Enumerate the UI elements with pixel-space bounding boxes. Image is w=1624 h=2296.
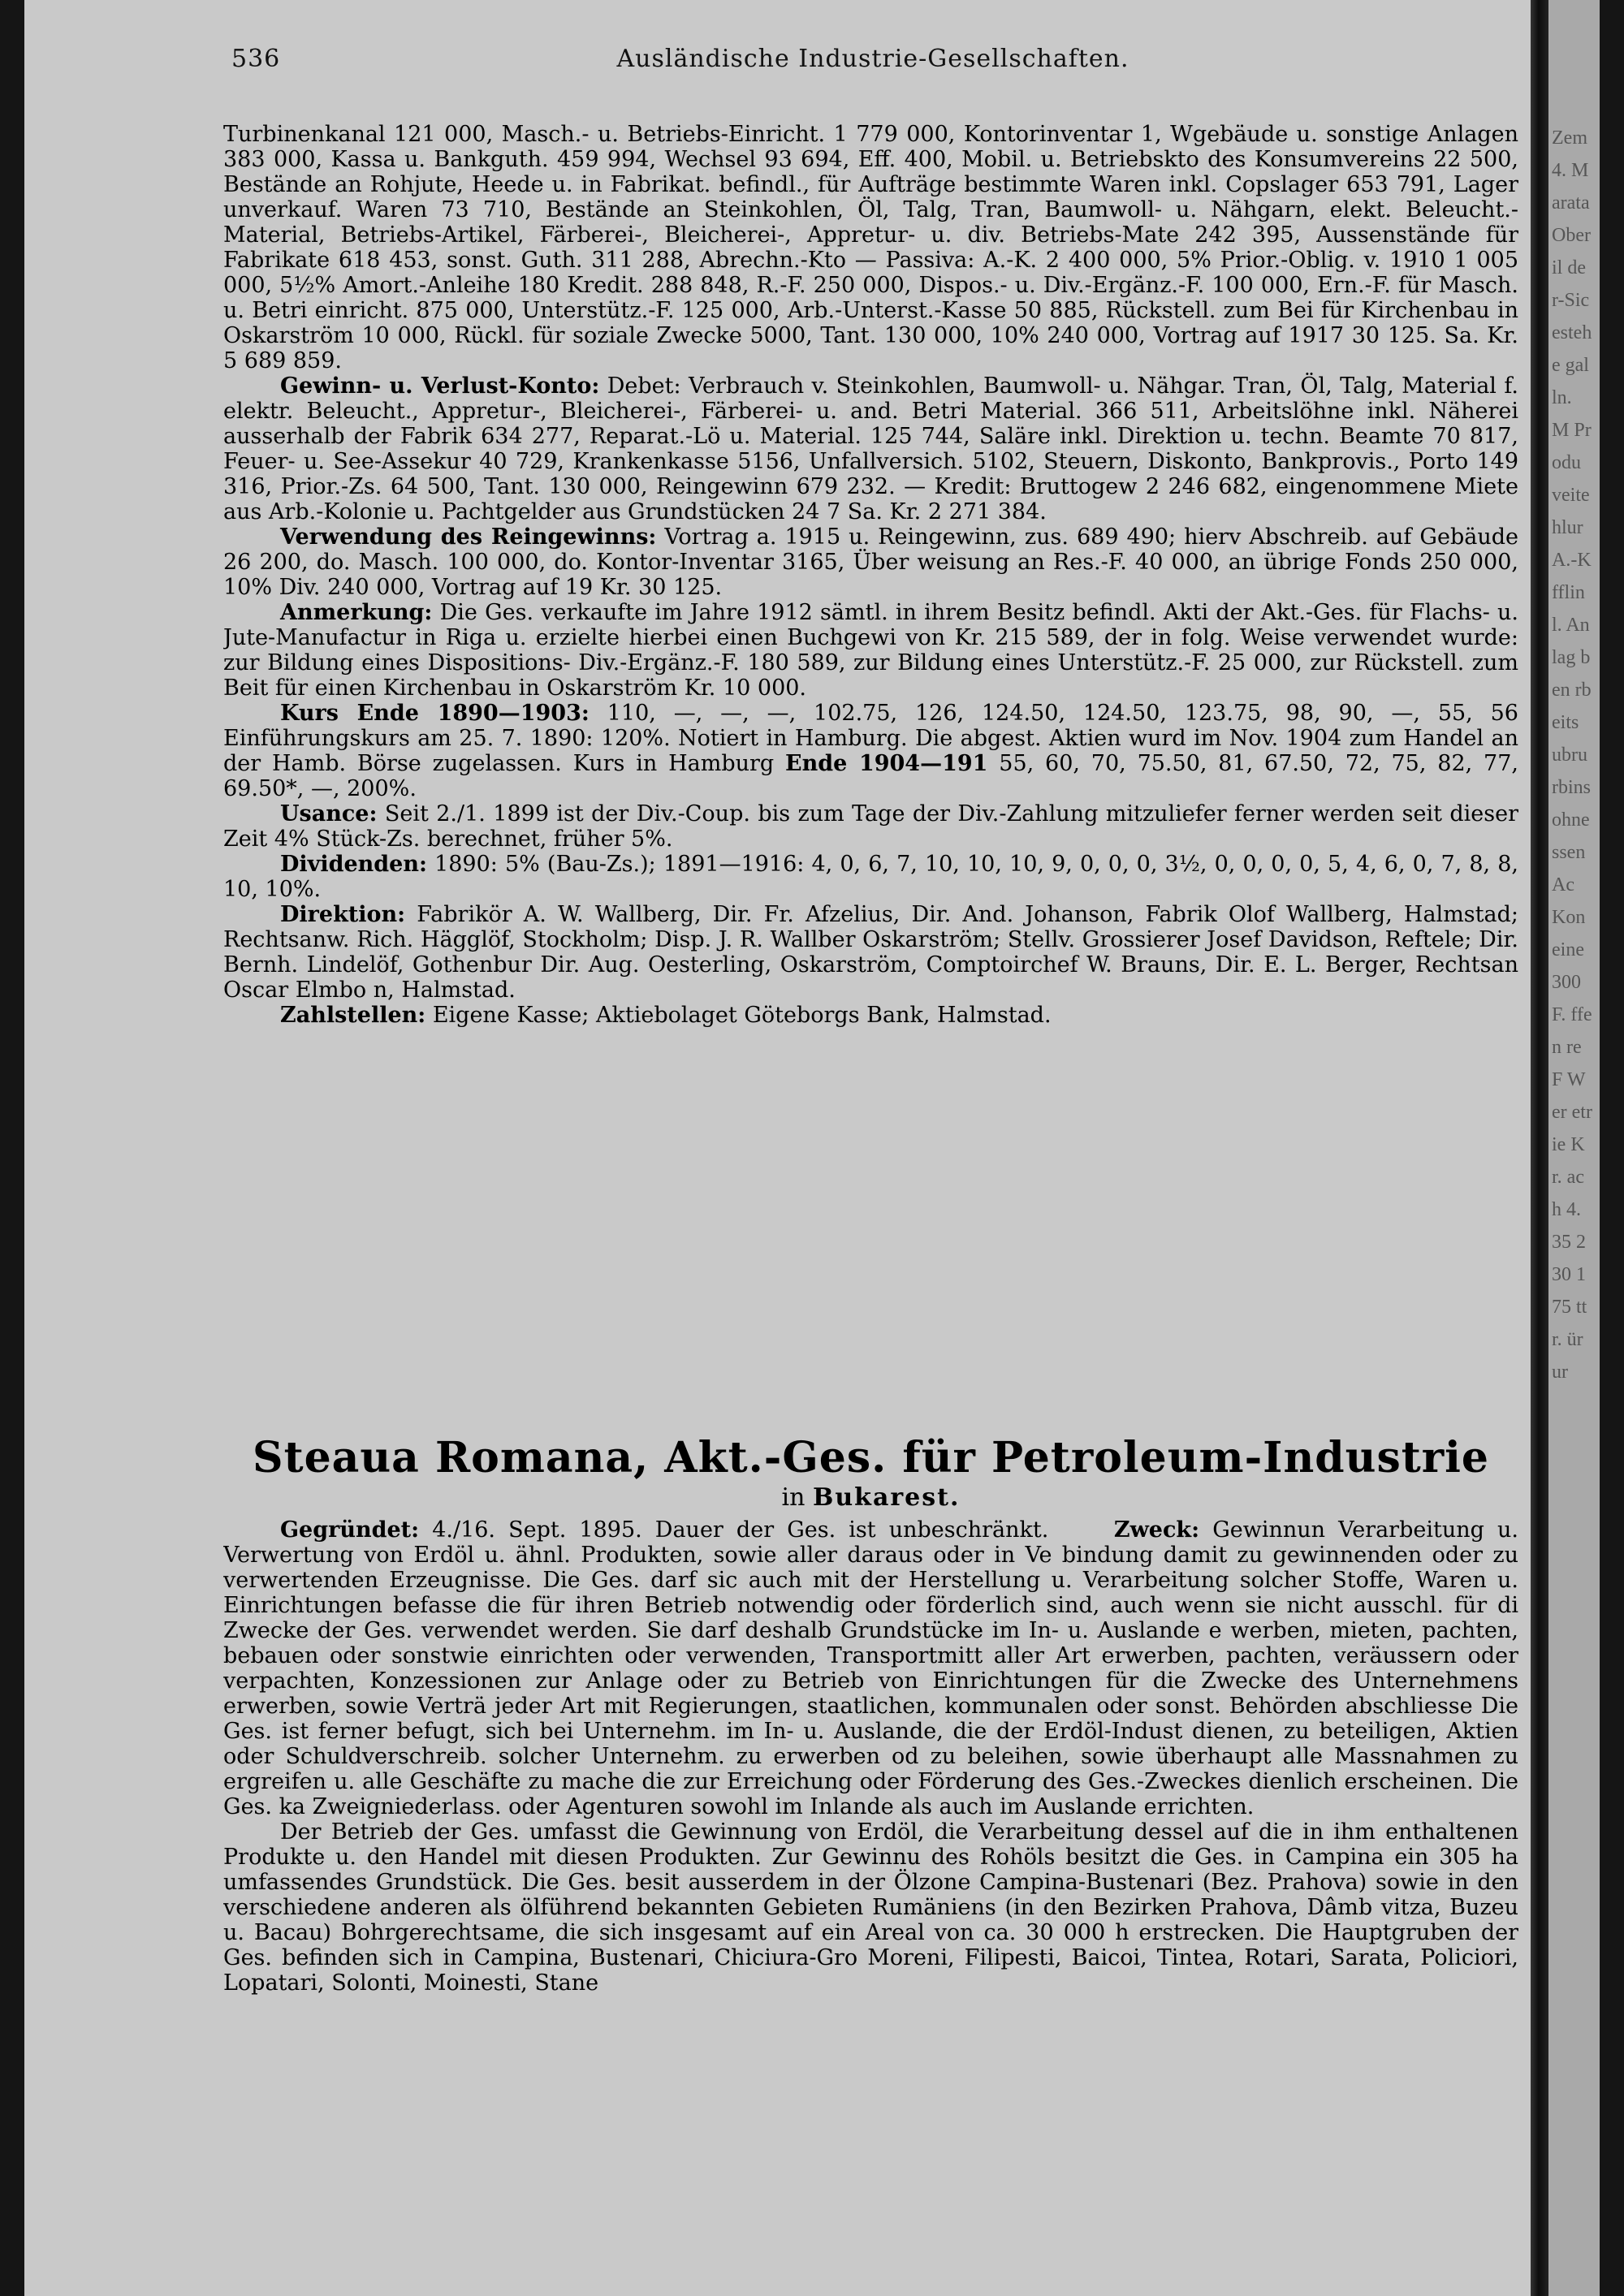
profit-use-label: Verwendung des Reingewinns: [280,524,657,550]
location-city: Bukarest. [812,1483,961,1512]
profit-use-paragraph [223,524,1518,600]
steaua-romana-entry [223,1433,1518,2296]
note-paragraph [223,600,1518,701]
founded-label: Gegründet: [280,1517,420,1543]
directors-label: Direktion: [280,902,406,927]
price-label: Kurs Ende 1890—1903: [280,701,590,726]
founded-purpose-paragraph [223,1517,1518,1819]
page-number: 536 [231,45,281,73]
dividends-text: 1890: 5% (Bau-Zs.); 1891—1916: 4, 0, 6, 7, 10, 10, 10, 9, 0, 0, 0, 3½, 0, 0, 0, 0, 5, 4, 6, 0, 7, 8, 8, 10, 10%. [223,852,1518,902]
price-text: 110, —, —, —, 102.75, 126, 124.50, 124.50, 123.75, 98, 90, —, 55, 56 Einführungskurs am 25. 7. 1890: 120%. Notiert in Hamburg. Die abgest. Aktien wurd im Nov. 1904 zum Handel an der Hamb. Börse zugelassen. Kurs in Hamburg [223,701,1518,776]
purpose-text: Gewinnun Verarbeitung u. Verwertung von Erdöl u. ähnl. Produkten, sowie aller daraus oder in Ve bindung damit zu gewinnenden oder zu verwertenden Erzeugnisse. Die Ges. darf sic auch mit der Herstellung u. Verarbeitung solcher Stoffe, Waren u. Einrichtungen befasse die für ihren Betrieb notwendig oder förderlich sind, auch wenn sie nicht ausschl. für di Zwecke der Ges. verwendet werden. Sie darf deshalb Grundstücke im In- u. Auslande e werben, mieten, pachten, bebauen oder sonstwie einrichten oder verwenden, Transportmitt aller Art erwerben, pachten, veräussern oder verpachten, Konzessionen zur Anlage oder zu Betrieb von Einrichtungen für die Zwecke des Unternehmens erwerben, sowie Verträ jeder Art mit Regierungen, staatlichen, kommunalen oder sonst. Behörden abschliesse Die Ges. ist ferner befugt, sich bei Unternehm. im In- u. Auslande, die der Erdöl-Indust dienen, zu beteiligen, Aktien oder Schuldverschreib. solcher Unternehm. zu erwerben od zu beleihen, sowie überhaupt alle Massnahmen zu ergreifen u. alle Geschäfte zu mache die zur Erreichung oder Förderung des Ges.-Zweckes dienlich erscheinen. Die Ges. ka Zweigniederlass. oder Agenturen sowohl im Inlande als auch im Auslande errichten. [223,1517,1518,1819]
profit-loss-paragraph [223,373,1518,524]
adjacent-page-fragments: Zem 4. M arata Ober il de r-Sic estehe gal ln. M Produ veite hlur A.-K fflin l. Anlag ben rbeits ubru rbins ohne ssen Ac Kon eine 300 F. ffen re F Wer etrie Kr. ach 4. 35 230 175 ttr. ür ur [1552,127,1592,1383]
paying-agents-text: Eigene Kasse; Aktiebolaget Göteborgs Bank, Halmstad. [432,1003,1052,1028]
dividends-paragraph [223,852,1518,902]
profit-loss-label: Gewinn- u. Verlust-Konto: [280,373,600,399]
company-location [223,1483,1518,1513]
profit-loss-text: Debet: Verbrauch v. Steinkohlen, Baumwoll- u. Nähgar. Tran, Öl, Talg, Material f. elektr. Beleucht., Appretur-, Bleicherei-, Färberei- u. and. Betri Material. 366 511, Arbeitslöhne inkl. Näherei ausserhalb der Fabrik 634 277, Reparat.-Lö u. Material. 125 744, Saläre inkl. Direktion u. techn. Beamte 70 817, Feuer- u. See-Assekur 40 729, Krankenkasse 5156, Unfallversich. 5102, Steuern, Diskonto, Bankprovis., Porto 149 316, Prior.-Zs. 64 500, Tant. 130 000, Reingewinn 679 232. — Kredit: Bruttogew 2 246 682, eingenommene Miete aus Arb.-Kolonie u. Pachtgelder aus Grundstücken 24 7 Sa. Kr. 2 271 384. [223,373,1518,524]
directors-paragraph [223,902,1518,1003]
usance-text: Seit 2./1. 1899 ist der Div.-Coup. bis zum Tage der Div.-Zahlung mitzuliefer ferner werden seit dieser Zeit 4% Stück-Zs. berechnet, früher 5%. [223,801,1518,852]
note-label: Anmerkung: [280,600,433,625]
price-paragraph [223,701,1518,801]
running-title: Ausländische Industrie-Gesellschaften. [616,45,1129,73]
usance-label: Usance: [280,801,378,826]
paying-agents-label: Zahlstellen: [280,1003,426,1028]
profit-use-text: Vortrag a. 1915 u. Reingewinn, zus. 689 490; hierv Abschreib. auf Gebäude 26 200, do. Masch. 100 000, do. Kontor-Inventar 3165, Über weisung an Res.-F. 40 000, an übrige Fonds 250 000, 10% Div. 240 000, Vortrag auf 19 Kr. 30 125. [223,524,1518,600]
book-gutter [1531,0,1548,2296]
purpose-label: Zweck: [1113,1517,1200,1543]
price-hamburg-values: 55, 60, 70, 75.50, 81, 67.50, 72, 75, 82, 77, 69.50*, —, 200%. [223,751,1518,801]
usance-paragraph [223,801,1518,852]
location-prefix: in [781,1483,806,1512]
price-hamburg-label: Ende 1904—191 [785,751,988,776]
wallberg-company-entry [223,122,1518,1388]
directors-text: Fabrikör A. W. Wallberg, Dir. Fr. Afzelius, Dir. And. Johanson, Fabrik Olof Wallberg, Halmstad; Rechtsanw. Rich. Hägglöf, Stockholm; Disp. J. R. Wallber Oskarström; Stellv. Grossierer Josef Davidson, Reftele; Dir. Bernh. Lindelöf, Gothenbur Dir. Aug. Oesterling, Oskarström, Comptoirchef W. Brauns, Dir. E. L. Berger, Rechtsan Oscar Elmbo n, Halmstad. [223,902,1518,1003]
note-text: Die Ges. verkaufte im Jahre 1912 sämtl. in ihrem Besitz befindl. Akti der Akt.-Ges. für Flachs- u. Jute-Manufactur in Riga u. erzielte hierbei einen Buchgewi von Kr. 215 589, der in folg. Weise verwendet wurde: zur Bildung eines Dispositions- Div.-Ergänz.-F. 180 589, zur Bildung eines Unterstütz.-F. 25 000, zur Rückstell. zum Beit für einen Kirchenbau in Oskarström Kr. 10 000. [223,600,1518,701]
scan-left-border [0,0,24,2296]
paying-agents-paragraph [223,1003,1518,1028]
page-header [231,45,1514,77]
company-title: Steaua Romana, Akt.-Ges. für Petroleum-Industrie [253,1433,1489,1482]
balance-sheet-continuation: Turbinenkanal 121 000, Masch.- u. Betriebs-Einricht. 1 779 000, Kontorinventar 1, Wgebäude u. sonstige Anlagen 383 000, Kassa u. Bankguth. 459 994, Wechsel 93 694, Eff. 400, Mobil. u. Betriebskto des Konsumvereins 22 500, Bestände an Rohjute, Heede u. in Fabrikat. befindl., für Aufträge bestimmte Waren inkl. Copslager 653 791, Lager unverkauf. Waren 73 710, Bestände an Steinkohlen, Öl, Talg, Tran, Baumwoll- u. Nähgarn, elekt. Beleucht.-Material, Betriebs-Artikel, Färberei-, Bleicherei-, Appretur- u. div. Betriebs-Mate 242 395, Aussenstände für Fabrikate 618 453, sonst. Guth. 311 288, Abrechn.-Kto — Passiva: A.-K. 2 400 000, 5% Prior.-Oblig. v. 1910 1 005 000, 5½% Amort.-Anleihe 180 Kredit. 288 848, R.-F. 250 000, Dispos.- u. Div.-Ergänz.-F. 100 000, Ern.-F. für Masch. u. Betri einricht. 875 000, Unterstütz.-F. 125 000, Arb.-Unterst.-Kasse 50 885, Rückstell. zum Bei für Kirchenbau in Oskarström 10 000, Rückl. für soziale Zwecke 5000, Tant. 130 000, 10% 240 000, Vortrag auf 1917 30 125. Sa. Kr. 5 689 859. [223,122,1518,373]
operations-paragraph: Der Betrieb der Ges. umfasst die Gewinnung von Erdöl, die Verarbeitung dessel auf die in ihm enthaltenen Produkte u. den Handel mit diesen Produkten. Zur Gewinnu des Rohöls besitzt die Ges. in Campina ein 305 ha umfassendes Grundstück. Die Ges. besit ausserdem in der Ölzone Campina-Bustenari (Bez. Prahova) sowie in den verschiedene anderen als ölführend bekannten Gebieten Rumäniens (in den Bezirken Prahova, Dâmb vitza, Buzeu u. Bacau) Bohrgerechtsame, die sich insgesamt auf ein Areal von ca. 30 000 h erstrecken. Die Hauptgruben der Ges. befinden sich in Campina, Bustenari, Chiciura-Gro Moreni, Filipesti, Baicoi, Tintea, Rotari, Sarata, Policiori, Lopatari, Solonti, Moinesti, Stane [223,1819,1518,1996]
dividends-label: Dividenden: [280,852,427,877]
adjacent-page-strip [1548,0,1600,2296]
founded-text: 4./16. Sept. 1895. Dauer der Ges. ist unbeschränkt. [432,1517,1049,1543]
scan-right-border [1600,0,1624,2296]
